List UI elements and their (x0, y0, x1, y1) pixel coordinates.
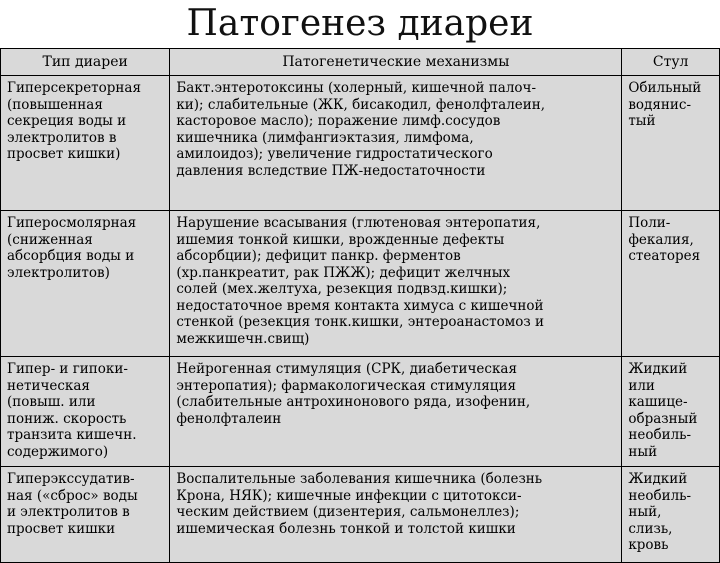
table-row (1, 211, 720, 357)
table-header-row (1, 49, 720, 76)
header-stool: Стул (622, 49, 720, 76)
cell-type: Гиперэкссудатив- ная («сброс» воды и электролитов в просвет кишки (1, 467, 170, 563)
cell-stool: Обильный водянис- тый (622, 76, 720, 211)
table-row (1, 357, 720, 467)
header-mechanisms: Патогенетические механизмы (170, 49, 622, 76)
cell-mechanisms: Воспалительные заболевания кишечника (болезнь Крона, НЯК); кишечные инфекции с цитотокси- ческим действием (дизентерия, сальмонеллез); ишемическая болезнь тонкой и толстой кишки (170, 467, 622, 563)
cell-stool: Поли- фекалия, стеаторея (622, 211, 720, 357)
cell-mechanisms: Нарушение всасывания (глютеновая энтеропатия, ишемия тонкой кишки, врожденные дефекты абсорбции); дефицит панкр. ферментов (хр.панкреатит, рак ПЖЖ); дефицит желчных солей (мех.желтуха, резекция подвзд.кишки); недостаточное время контакта химуса с кишечной стенкой (резекция тонк.кишки, энтероанастомоз и межкишечн.свищ) (170, 211, 622, 357)
cell-stool: Жидкий необиль- ный, слизь, кровь (622, 467, 720, 563)
cell-type: Гипер- и гипоки- нетическая (повыш. или пониж. скорость транзита кишечн. содержимого) (1, 357, 170, 467)
table-row (1, 76, 720, 211)
table-row (1, 467, 720, 563)
header-type: Тип диареи (1, 49, 170, 76)
cell-type: Гиперосмолярная (сниженная абсорбция воды и электролитов) (1, 211, 170, 357)
cell-type: Гиперсекреторная (повышенная секреция воды и электролитов в просвет кишки) (1, 76, 170, 211)
cell-stool: Жидкий или кашице- образный необиль- ный (622, 357, 720, 467)
diarrhea-pathogenesis-table (0, 48, 720, 563)
cell-mechanisms: Бакт.энтеротоксины (холерный, кишечной палоч- ки); слабительные (ЖК, бисакодил, фенолфталеин, касторовое масло); поражение лимф.сосудов кишечника (лимфангиэктазия, лимфома, амилоидоз); увеличение гидростатического давления вследствие ПЖ-недостаточности (170, 76, 622, 211)
cell-mechanisms: Нейрогенная стимуляция (СРК, диабетическая энтеропатия); фармакологическая стимуляция (слабительные антрохинонового ряда, изофенин, фенолфталеин (170, 357, 622, 467)
page-title: Патогенез диареи (186, 3, 534, 44)
